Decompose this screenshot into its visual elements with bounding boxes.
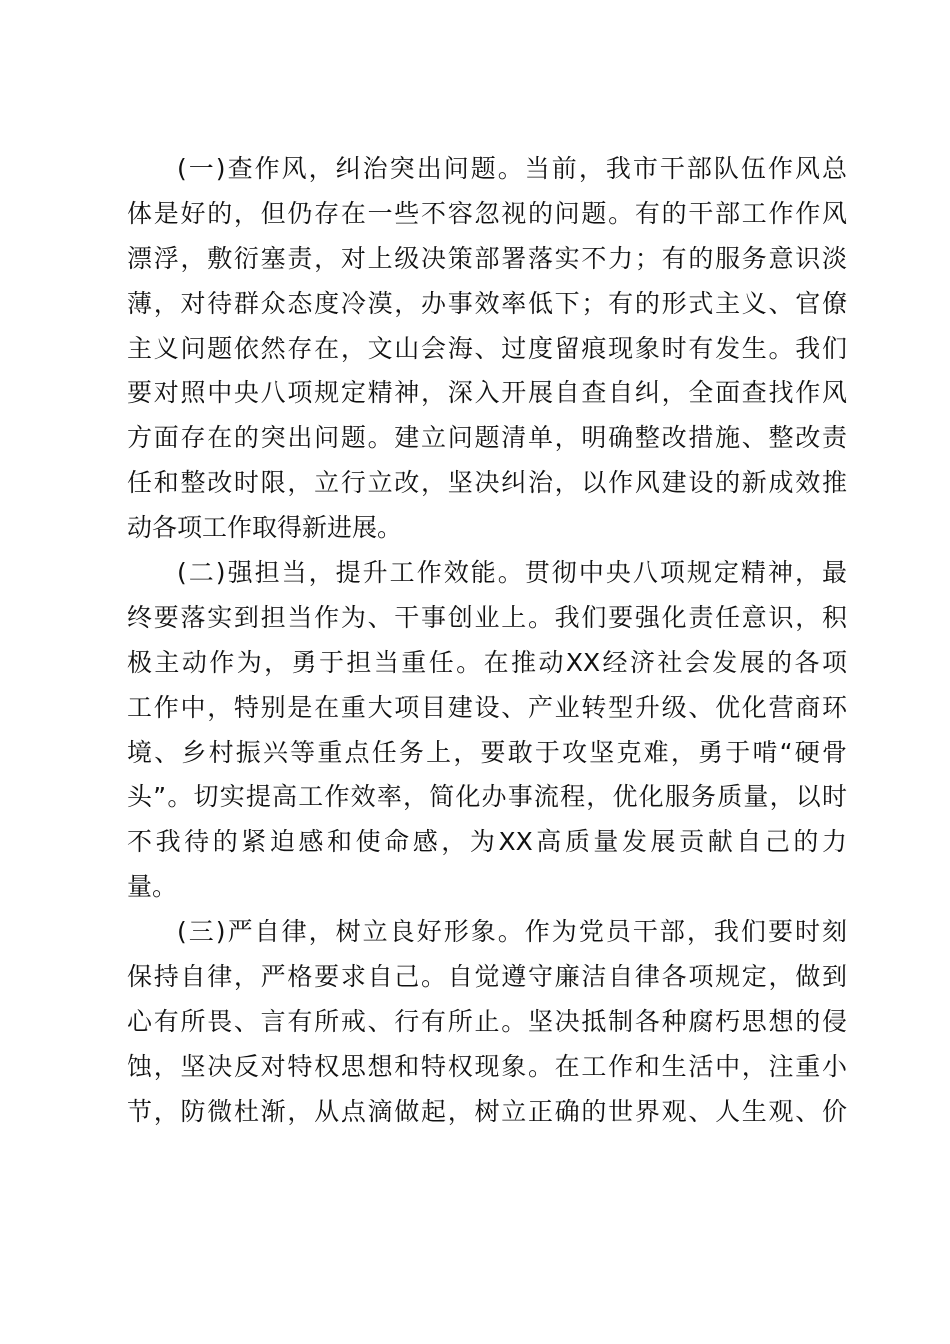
paragraph-1-line-4: 薄，对待群众态度冷漠，办事效率低下；有的形式主义、官僚 xyxy=(127,288,847,318)
paragraph-2-line-1: (二)强担当，提升工作效能。贯彻中央八项规定精神，最 xyxy=(177,558,847,588)
paragraph-2-line-3: 极主动作为，勇于担当重任。在推动XX经济社会发展的各项 xyxy=(127,647,847,677)
document-body xyxy=(127,147,847,1135)
paragraph-3-line-5: 节，防微杜渐，从点滴做起，树立正确的世界观、人生观、价 xyxy=(127,1096,847,1126)
paragraph-1-line-8: 任和整改时限，立行立改，坚决纠治，以作风建设的新成效推 xyxy=(127,468,847,498)
paragraph-2-line-5: 境、乡村振兴等重点任务上，要敢于攻坚克难，勇于啃“硬骨 xyxy=(127,737,847,767)
paragraph-3-line-4: 蚀，坚决反对特权思想和特权现象。在工作和生活中，注重小 xyxy=(127,1051,847,1081)
paragraph-1-line-1: (一)查作风，纠治突出问题。当前，我市干部队伍作风总 xyxy=(177,154,847,183)
paragraph-1-line-7: 方面存在的突出问题。建立问题清单，明确整改措施、整改责 xyxy=(127,423,847,453)
paragraph-1-line-2: 体是好的，但仍存在一些不容忽视的问题。有的干部工作作风 xyxy=(127,198,847,228)
paragraph-1-line-3: 漂浮，敷衍塞责，对上级决策部署落实不力；有的服务意识淡 xyxy=(127,243,847,273)
paragraph-1-line-6: 要对照中央八项规定精神，深入开展自查自纠，全面查找作风 xyxy=(127,378,847,408)
paragraph-2-line-4: 工作中，特别是在重大项目建设、产业转型升级、优化营商环 xyxy=(127,692,847,722)
paragraph-3-line-3: 心有所畏、言有所戒、行有所止。坚决抵制各种腐朽思想的侵 xyxy=(127,1006,847,1036)
paragraph-1-line-9: 动各项工作取得新进展。 xyxy=(127,513,403,543)
paragraph-2-line-7: 不我待的紧迫感和使命感，为XX高质量发展贡献自己的力 xyxy=(127,827,847,857)
paragraph-2-line-8: 量。 xyxy=(127,872,178,902)
paragraph-3-line-1: (三)严自律，树立良好形象。作为党员干部，我们要时刻 xyxy=(177,917,847,947)
paragraph-2-line-2: 终要落实到担当作为、干事创业上。我们要强化责任意识，积 xyxy=(127,602,847,632)
paragraph-3-line-2: 保持自律，严格要求自己。自觉遵守廉洁自律各项规定，做到 xyxy=(127,962,847,992)
paragraph-2-line-6: 头”。切实提高工作效率，简化办事流程，优化服务质量，以时 xyxy=(127,782,847,812)
paragraph-1-line-5: 主义问题依然存在，文山会海、过度留痕现象时有发生。我们 xyxy=(127,333,847,363)
